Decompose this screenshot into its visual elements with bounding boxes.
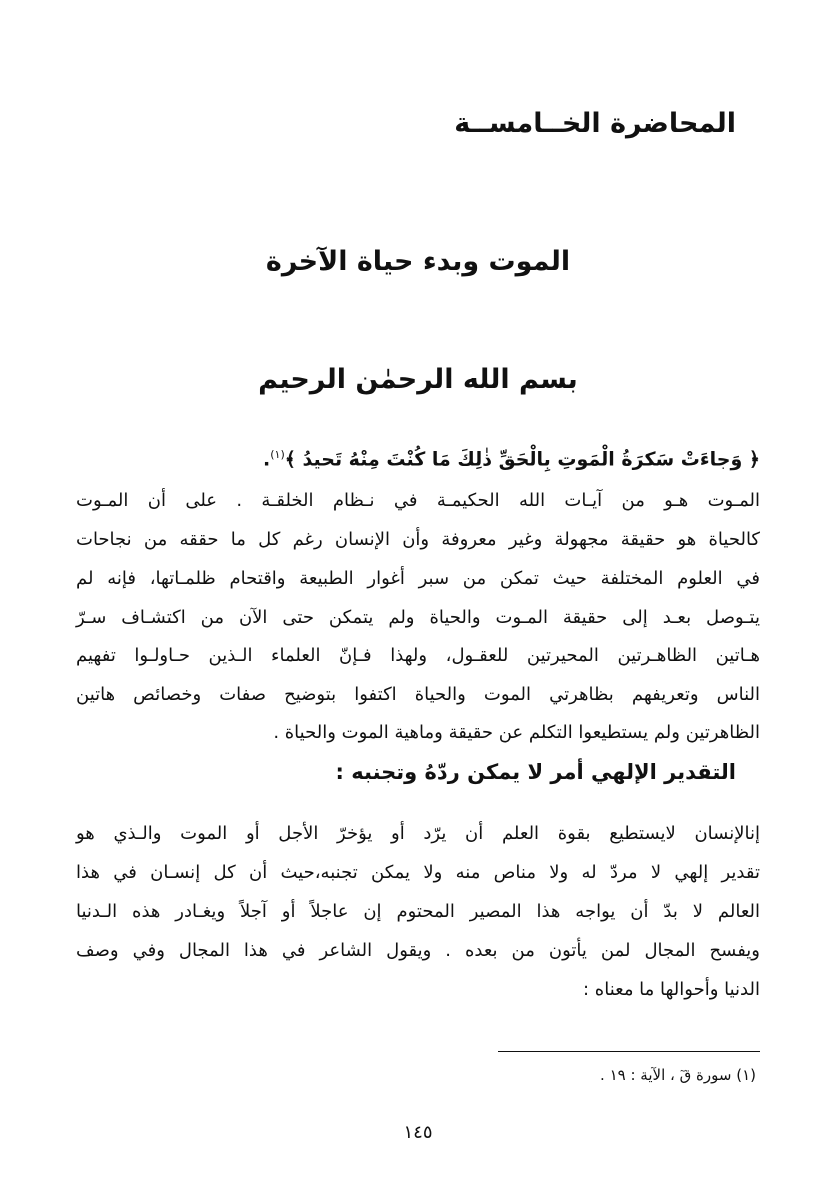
footnote-ref: (١) — [270, 448, 285, 461]
text-line: الناس وتعريفهم بظاهرتي الموت والحياة اكتفوا بتوضيح صفات وخصائص هاتين — [76, 684, 760, 705]
text-line: المـوت هـو من آيـات الله الحكيمـة في نـظام الخلقـة . على أن المـوت — [76, 490, 760, 511]
quran-verse — [263, 448, 760, 470]
chapter-title: الموت وبدء حياة الآخرة — [265, 246, 571, 277]
text-line: كالحياة هو حقيقة مجهولة وغير معروفة وأن الإنسان رغم كل ما حققه من نجاحات — [76, 529, 760, 550]
verse-end: . — [263, 448, 271, 471]
text-line: في العلوم المختلفة حيث تمكن من سبر أغوار الطبيعة واقتحام ظلمـاتها، فإنه لم — [76, 568, 760, 589]
text-line: ويفسح المجال لمن يأتون من بعده . ويقول الشاعر في هذا المجال وفي وصف — [76, 940, 760, 961]
text-line: إنالإنسان لايستطيع بقوة العلم أن يرّد أو يؤخرّ الأجل أو الموت والـذي هو — [76, 823, 760, 844]
lecture-title: المحاضرة الخــامســة — [454, 108, 736, 139]
text-line: تقدير إلهي لا مردّ له ولا مناص منه ولا يمكن تجنبه،حيث أن كل إنسـان في هذا — [76, 862, 760, 883]
text-line: الظاهرتين ولم يستطيعوا التكلم عن حقيقة وماهية الموت والحياة . — [273, 722, 760, 743]
text-line: هـاتين الظاهـرتين المحيرتين للعقـول، ولهذا فـإنّ العلماء الـذين حـاولـوا تفهيم — [76, 645, 760, 666]
footnote-divider — [498, 1051, 760, 1052]
text-line: العالم لا بدّ أن يواجه هذا المصير المحتوم إن عاجلاً أو آجلاً ويغـادر هذه الـدنيا — [76, 901, 760, 922]
section-heading: التقدير الإلهي أمر لا يمكن ردّهُ وتجنبه : — [335, 760, 736, 784]
page-number: ١٤٥ — [403, 1122, 433, 1143]
verse-text: ﴿ وَجاءَتْ سَكرَةُ الْمَوتِ بِالْحَقِّ ذٰلِكَ مَا كُنْتَ مِنْهُ تَحيدُ ﴾ — [284, 448, 760, 471]
basmala: بسم الله الرحمٰن الرحيم — [258, 364, 578, 395]
footnote: (١) سورة قٓ ، الآية : ١٩ . — [600, 1066, 756, 1084]
text-line: الدنيا وأحوالها ما معناه : — [583, 979, 760, 1000]
text-line: يتـوصل بعـد إلى حقيقة المـوت والحياة ولم يتمكن حتى الآن من اكتشـاف سـرّ — [76, 607, 760, 628]
